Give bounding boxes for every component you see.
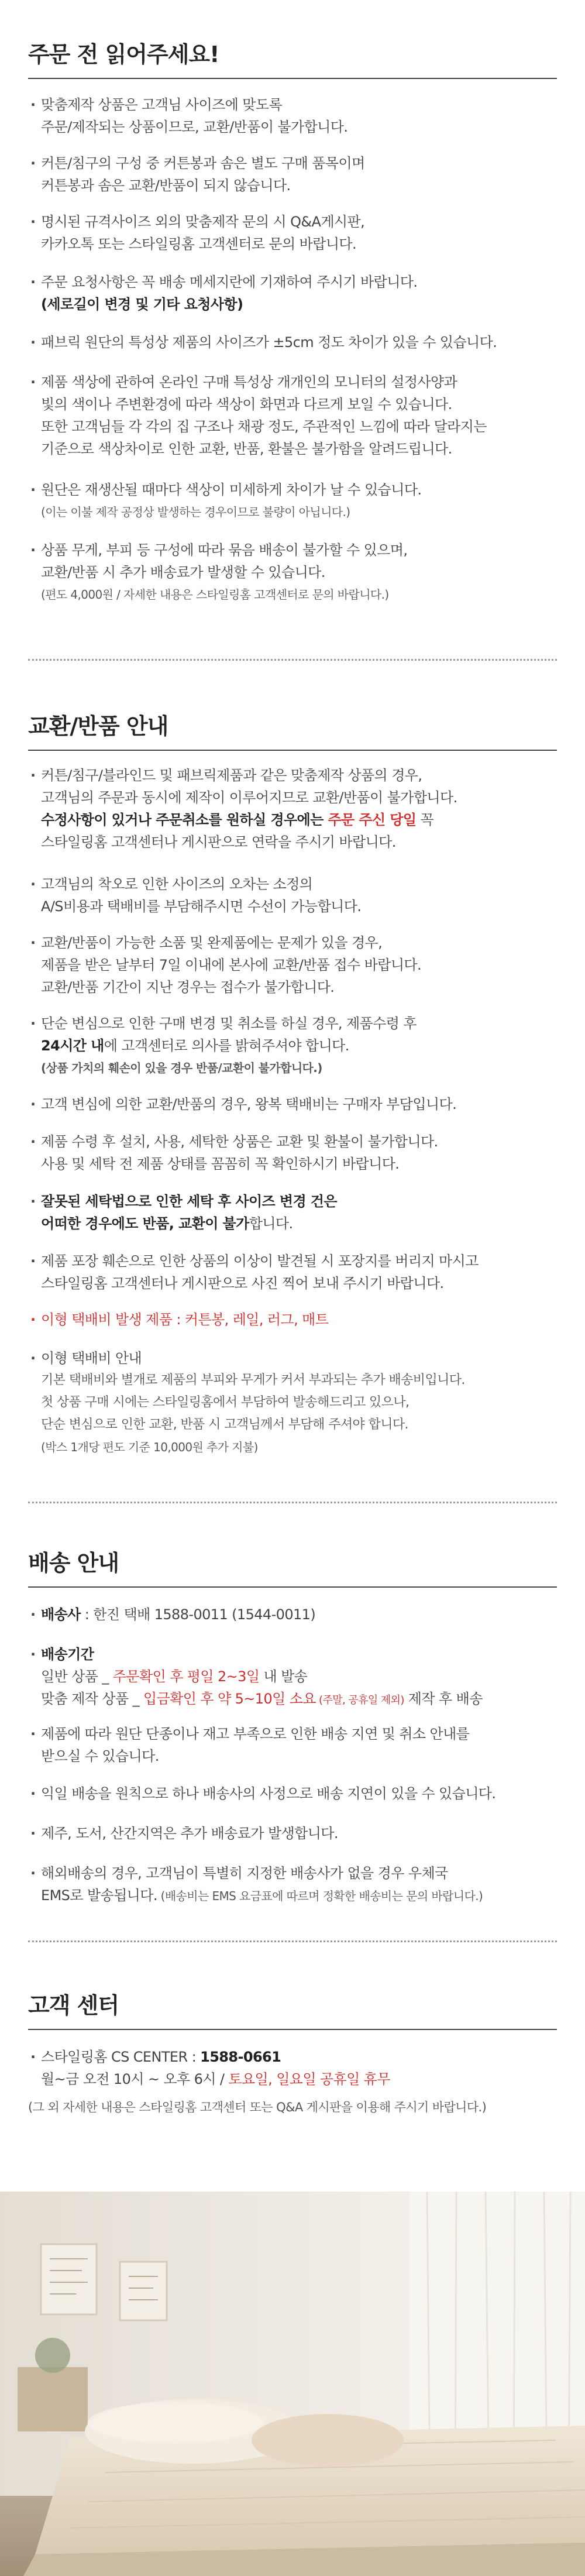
shipping-list	[0, 1723, 585, 1767]
notice-item-1	[28, 94, 557, 138]
exchange-text: · 고객 변심에 의한 교환/반품의 경우, 왕복 택배비는 구매자 부담입니다.	[41, 1096, 457, 1112]
exchange-text: · 고객님의 착오로 인한 사이즈의 오차는 소정의	[41, 876, 313, 892]
notice-list	[0, 94, 585, 138]
exchange-item-7	[28, 1190, 557, 1235]
notice-item-5	[28, 331, 557, 353]
period-text: 맞춤 제작 상품 _	[41, 1691, 144, 1707]
notice-text: 교환/반품 시 추가 배송료가 발생할 수 있습니다.	[41, 564, 325, 581]
exchange-list	[0, 764, 585, 853]
shipping-item-4	[28, 1782, 557, 1805]
notice-text: 빛의 색이나 주변환경에 따라 색상이 화면과 다르게 보일 수 있습니다.	[41, 396, 452, 413]
cs-holiday: 토요일, 일요일 공휴일 휴무	[228, 2071, 390, 2087]
notice-text: 또한 고객님들 각 각의 집 구조나 채광 정도, 주관적인 느낌에 따라 달라지는	[41, 418, 487, 435]
bedroom-photo	[0, 2192, 585, 2576]
exchange-text: 고객님의 주문과 동시에 제작이 이루어지므로 교환/반품이 불가합니다.	[41, 789, 457, 806]
shipping-item-courier	[28, 1603, 557, 1626]
section-divider	[28, 659, 557, 661]
exchange-list	[0, 1308, 585, 1331]
exchange-text-bold: 수정사항이 있거나 주문취소를 원하실 경우에는	[41, 812, 328, 828]
exchange-item-8	[28, 1250, 557, 1294]
exchange-text: · 제품 포장 훼손으로 인한 상품의 이상이 발견될 시 포장지를 버리지 마시고	[41, 1253, 479, 1269]
courier-value: : 한진 택배 1588-0011 (1544-0011)	[80, 1606, 316, 1623]
cs-phone: 1588-0661	[200, 2049, 281, 2065]
exchange-title: 교환/반품 안내	[28, 713, 168, 739]
exchange-text: · 제품 수령 후 설치, 사용, 세탁한 상품은 교환 및 환불이 불가합니다.	[41, 1134, 438, 1150]
shipping-note: (배송비는 EMS 요금표에 따르며 정확한 배송비는 문의 바랍니다.)	[157, 1889, 483, 1903]
title-underline	[28, 1586, 557, 1588]
notice-list	[0, 271, 585, 315]
exchange-text: 교환/반품 기간이 지난 경우는 접수가 불가합니다.	[41, 979, 335, 995]
order-notice-section	[0, 36, 585, 79]
notice-text: (세로길이 변경 및 기타 요청사항)	[41, 296, 243, 312]
notice-text: · 제품 색상에 관하여 온라인 구매 특성상 개개인의 모니터의 설정사양과	[41, 374, 457, 390]
notice-item-7	[28, 479, 557, 523]
shipping-text: EMS로 발송됩니다.	[41, 1887, 157, 1904]
exchange-list	[0, 1347, 585, 1458]
exchange-text: · 단순 변심으로 인한 구매 변경 및 취소를 하실 경우, 제품수령 후	[41, 1015, 417, 1032]
notice-text: · 커튼/침구의 구성 중 커튼봉과 솜은 별도 구매 품목이며	[41, 155, 365, 171]
section-divider	[28, 1940, 557, 1942]
exchange-list	[0, 1190, 585, 1235]
exchange-list	[0, 1250, 585, 1294]
cs-item	[28, 2046, 557, 2090]
section-divider	[28, 1502, 557, 1503]
shipping-list	[0, 1822, 585, 1845]
notice-text: 카카오톡 또는 스타일링홈 고객센터로 문의 바랍니다.	[41, 236, 357, 252]
notice-text: · 맞춤제작 상품은 고객님 사이즈에 맞도록	[41, 97, 283, 113]
shipping-list	[0, 1603, 585, 1626]
exchange-subtext: (박스 1개당 편도 기준 10,000원 추가 지불)	[41, 1440, 258, 1454]
exchange-text: 에 고객센터로 의사를 밝혀주셔야 합니다.	[104, 1038, 349, 1054]
exchange-list	[0, 1093, 585, 1115]
notice-text: (편도 4,000원 / 자세한 내용은 스타일링홈 고객센터로 문의 바랍니다.)	[41, 588, 389, 602]
period-label: · 배송기간	[41, 1646, 94, 1663]
shipping-item-period	[28, 1643, 557, 1712]
notice-text: 기준으로 색상차이로 인한 교환, 반품, 환불은 불가함을 알려드립니다.	[41, 441, 452, 457]
bedroom-illustration	[0, 2192, 585, 2576]
courier-label: 배송사	[41, 1606, 81, 1623]
shipping-item-3	[28, 1723, 557, 1767]
notice-list	[0, 371, 585, 460]
exchange-text: 스타일링홈 고객센터나 게시판으로 연락을 주시기 바랍니다.	[41, 834, 396, 850]
shipping-text: · 제품에 따라 원단 단종이나 재고 부족으로 인한 배송 지연 및 취소 안내를	[41, 1726, 470, 1742]
exchange-text: 합니다.	[249, 1215, 293, 1232]
order-notice-title: 주문 전 읽어주세요!	[28, 42, 219, 67]
notice-list	[0, 152, 585, 197]
shipping-text: · 해외배송의 경우, 고객님이 특별히 지정한 배송사가 없을 경우 우체국	[41, 1865, 448, 1881]
cs-note: (그 외 자세한 내용은 스타일링홈 고객센터 또는 Q&A 게시판을 이용해 주시기 바랍니다.)	[28, 2100, 487, 2114]
notice-text: 주문/제작되는 상품이므로, 교환/반품이 불가합니다.	[41, 119, 348, 135]
notice-text: (이는 이불 제작 공정상 발생하는 경우이므로 불량이 아닙니다.)	[41, 505, 350, 519]
exchange-item-5	[28, 1093, 557, 1115]
exchange-text-red: · 이형 택배비 발생 제품 : 커튼봉, 레일, 러그, 매트	[41, 1311, 329, 1328]
exchange-list	[0, 932, 585, 998]
exchange-item-1	[28, 764, 557, 853]
shipping-text: 받으실 수 있습니다.	[41, 1748, 159, 1764]
shipping-item-6	[28, 1862, 557, 1907]
exchange-text: 제품을 받은 날부터 7일 이내에 본사에 교환/반품 접수 바랍니다.	[41, 957, 422, 973]
exchange-item-9	[28, 1308, 557, 1331]
exchange-list	[0, 873, 585, 918]
exchange-item-6	[28, 1131, 557, 1175]
period-text: 일반 상품 _	[41, 1668, 113, 1685]
exchange-subtext: 단순 변심으로 인한 교환, 반품 시 고객님께서 부담해 주셔야 합니다.	[41, 1417, 408, 1432]
cs-hours: 월~금 오전 10시 ~ 오후 6시 /	[41, 2071, 229, 2087]
period-text: 내 발송	[259, 1668, 308, 1685]
shipping-item-5	[28, 1822, 557, 1845]
exchange-item-3	[28, 932, 557, 998]
exchange-text: 꼭	[416, 812, 434, 828]
exchange-list	[0, 1012, 585, 1079]
period-text-red: 입금확인 후 약 5~10일 소요	[143, 1691, 316, 1707]
notice-list	[0, 211, 585, 255]
shipping-list	[0, 1782, 585, 1805]
exchange-list	[0, 1131, 585, 1175]
notice-item-2	[28, 152, 557, 197]
exchange-subtext: 첫 상품 구매 시에는 스타일링홈에서 부담하여 발송해드리고 있으나,	[41, 1395, 410, 1410]
notice-text: · 원단은 재생산될 때마다 색상이 미세하게 차이가 날 수 있습니다.	[41, 482, 422, 498]
notice-item-4	[28, 271, 557, 315]
notice-text: 커튼봉과 솜은 교환/반품이 되지 않습니다.	[41, 177, 291, 194]
exchange-item-2	[28, 873, 557, 918]
exchange-text: 사용 및 세탁 전 제품 상태를 꼼꼼히 꼭 확인하시기 바랍니다.	[41, 1156, 400, 1172]
exchange-item-10	[28, 1347, 557, 1369]
exchange-text-red: 주문 주신 당일	[328, 812, 417, 828]
cs-section	[0, 1987, 585, 2030]
exchange-text-bold: 24시간 내	[41, 1038, 104, 1054]
exchange-subtext: 기본 택배비와 별개로 제품의 부피와 무게가 커서 부과되는 추가 배송비입니다.	[41, 1373, 465, 1387]
exchange-text-bold: (상품 가치의 훼손이 있을 경우 반품/교환이 불가합니다.)	[41, 1061, 322, 1075]
notice-text: · 주문 요청사항은 꼭 배송 메세지란에 기재하여 주시기 바랍니다.	[41, 274, 418, 290]
notice-item-6	[28, 371, 557, 460]
notice-text: · 상품 무게, 부피 등 구성에 따라 묶음 배송이 불가할 수 있으며,	[41, 542, 408, 558]
shipping-text: · 제주, 도서, 산간지역은 추가 배송료가 발생합니다.	[41, 1825, 338, 1842]
notice-list	[0, 539, 585, 606]
exchange-text: A/S비용과 택배비를 부담해주시면 수선이 가능합니다.	[41, 898, 362, 915]
exchange-text: · 교환/반품이 가능한 소품 및 완제품에는 문제가 있을 경우,	[41, 935, 383, 951]
shipping-list	[0, 1643, 585, 1712]
shipping-title: 배송 안내	[28, 1550, 119, 1576]
period-text: 제작 후 배송	[404, 1691, 483, 1707]
notice-text: · 명시된 규격사이즈 외의 맞춤제작 문의 시 Q&A게시판,	[41, 214, 365, 230]
cs-list	[0, 2046, 585, 2118]
exchange-text: · 이형 택배비 안내	[41, 1350, 142, 1366]
title-underline	[28, 2029, 557, 2030]
shipping-section	[0, 1545, 585, 1588]
period-text-red: 주문확인 후 평일 2~3일	[112, 1668, 260, 1685]
cs-center-label: 스타일링홈 CS CENTER :	[41, 2049, 201, 2065]
exchange-text-bold: 어떠한 경우에도 반품, 교환이 불가	[41, 1215, 249, 1232]
shipping-text: · 익일 배송을 원칙으로 하나 배송사의 사정으로 배송 지연이 있을 수 있습니다.	[41, 1785, 496, 1802]
notice-text: · 패브릭 원단의 특성상 제품의 사이즈가 ±5cm 정도 차이가 있을 수 있습니다.	[41, 334, 497, 351]
title-underline	[28, 750, 557, 751]
exchange-text: · 커튼/침구/블라인드 및 패브릭제품과 같은 맞춤제작 상품의 경우,	[41, 767, 422, 784]
exchange-text: 스타일링홈 고객센터나 게시판으로 사진 찍어 보내 주시기 바랍니다.	[41, 1275, 444, 1292]
shipping-list	[0, 1862, 585, 1907]
title-underline	[28, 78, 557, 79]
period-note-red: (주말, 공휴일 제외)	[315, 1694, 404, 1706]
notice-list	[0, 331, 585, 353]
notice-list	[0, 479, 585, 523]
exchange-item-4	[28, 1012, 557, 1079]
cs-title: 고객 센터	[28, 1993, 119, 2018]
exchange-section	[0, 708, 585, 751]
notice-item-8	[28, 539, 557, 606]
notice-item-3	[28, 211, 557, 255]
exchange-text-bold: · 잘못된 세탁법으로 인한 세탁 후 사이즈 변경 건은	[41, 1193, 337, 1210]
